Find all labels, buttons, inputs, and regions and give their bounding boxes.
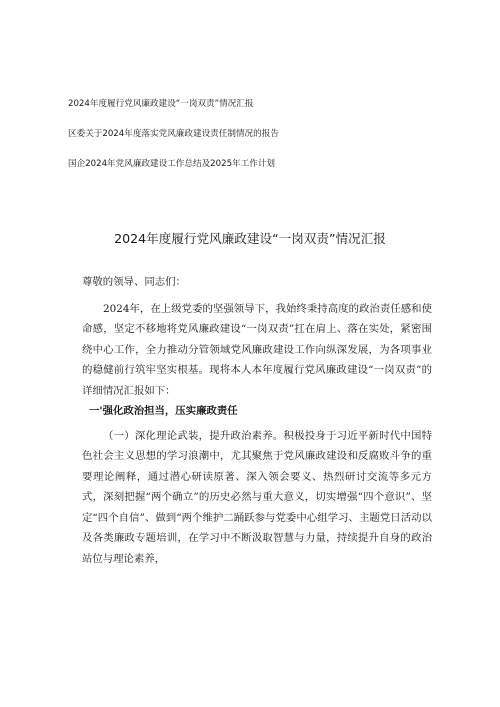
- section-heading-1: 一'强化政治担当，压实廉政责任: [89, 405, 238, 417]
- document-body: [82, 272, 432, 569]
- toc-item-1[interactable]: 2024年度履行党风廉政建设“一岗双责”情况汇报: [68, 99, 254, 109]
- toc-item-3[interactable]: 国企2024年党风廉政建设工作总结及2025年工作计划: [68, 159, 276, 169]
- section-1-paragraph-1: （一）深化理论武装，提升政治素养。积极投身于习近平新时代中国特色社会主义思想的学习浪潮中，尤其聚焦于党风廉政建设和反腐败斗争的重要理论阐释，通过潜心研读原著、深入领会要义、热烈研讨交流等多元方式，深刻把握“两个确立”的历史必然与重大意义，切实增强“四个意识”、坚定“四个自信”、做到“两个维护二踊跃参与党委中心组学习、主题党日活动以及各类廉政专题培训，在学习中不断汲取智慧与力量，持续提升自身的政治站位与理论素养，: [82, 429, 432, 565]
- greeting: 尊敬的领导、同志们：: [82, 276, 186, 288]
- toc-item-2[interactable]: 区委关于2024年度落实党风廉政建设责任制情况的报告: [68, 129, 279, 139]
- document-title: 2024年度履行党风廉政建设“一岗双责”情况汇报: [114, 231, 386, 246]
- intro-paragraph: 2024年，在上级党委的坚强领导下，我始终秉持高度的政治责任感和使命感，坚定不移地将党风廉政建设“一岗双责”扛在肩上、落在实处，紧密围绕中心工作，全力推动分管领域党风廉政建设工作向纵深发展，为各项事业的稳健前行筑牢坚实根基。现将本人本年度履行党风廉政建设“一岗双责”的详细情况汇报如下：: [82, 302, 432, 397]
- table-of-contents: [68, 98, 448, 188]
